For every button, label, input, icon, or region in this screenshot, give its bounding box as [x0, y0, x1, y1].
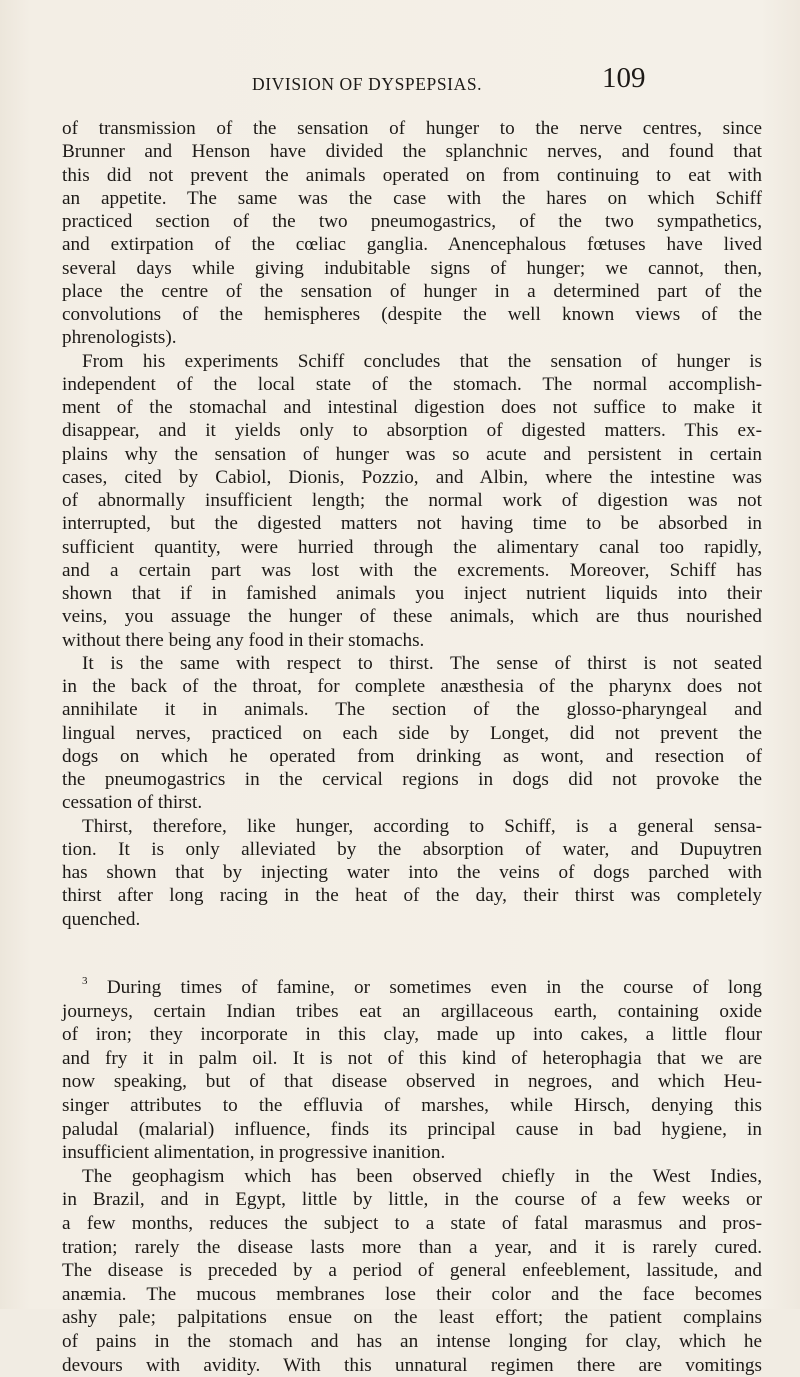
footnote-line: and fry it in palm oil. It is not of this kind of heterophagia that we are — [62, 1047, 762, 1071]
text-line: cases, cited by Cabiol, Dionis, Pozzio, and Albin, where the intestine was — [62, 466, 762, 489]
text-line: shown that if in famished animals you inject nutrient liquids into their — [62, 582, 762, 605]
text-line: in the back of the throat, for complete anæsthesia of the pharynx does not — [62, 675, 762, 698]
text-line: thirst after long racing in the heat of the day, their thirst was completely — [62, 884, 762, 907]
footnote-line: insufficient alimentation, in progressive inanition. — [62, 1141, 762, 1165]
footnote-line: journeys, certain Indian tribes eat an argillaceous earth, containing oxide — [62, 1000, 762, 1024]
text-line: place the centre of the sensation of hunger in a determined part of the — [62, 280, 762, 303]
main-text — [62, 117, 762, 931]
text-line: plains why the sensation of hunger was so acute and persistent in certain — [62, 443, 762, 466]
text-line: Thirst, therefore, like hunger, according to Schiff, is a general sensa- — [62, 815, 762, 838]
footnote-first-line — [62, 976, 762, 1000]
text-line: cessation of thirst. — [62, 791, 762, 814]
text-line: this did not prevent the animals operated on from continuing to eat with — [62, 164, 762, 187]
text-line: dogs on which he operated from drinking as wont, and resection of — [62, 745, 762, 768]
footnote-line: a few months, reduces the subject to a state of fatal marasmus and pros- — [62, 1212, 762, 1236]
text-line: lingual nerves, practiced on each side by Longet, did not prevent the — [62, 722, 762, 745]
text-line: disappear, and it yields only to absorption of digested matters. This ex- — [62, 419, 762, 442]
text-line: and extirpation of the cœliac ganglia. Anencephalous fœtuses have lived — [62, 233, 762, 256]
footnote-line: now speaking, but of that disease observed in negroes, and which Heu- — [62, 1070, 762, 1094]
text-line: several days while giving indubitable signs of hunger; we cannot, then, — [62, 257, 762, 280]
footnote-line: tration; rarely the disease lasts more than a year, and it is rarely cured. — [62, 1236, 762, 1260]
footnote-line: in Brazil, and in Egypt, little by little, in the course of a few weeks or — [62, 1188, 762, 1212]
text-line: has shown that by injecting water into the veins of dogs parched with — [62, 861, 762, 884]
text-line: the pneumogastrics in the cervical regions in dogs did not provoke the — [62, 768, 762, 791]
text-line: annihilate it in animals. The section of the glosso-pharyngeal and — [62, 698, 762, 721]
text-line: independent of the local state of the stomach. The normal accomplish- — [62, 373, 762, 396]
text-line: It is the same with respect to thirst. The sense of thirst is not seated — [62, 652, 762, 675]
footnote-line: ashy pale; palpitations ensue on the least effort; the patient complains — [62, 1306, 762, 1330]
text-line: sufficient quantity, were hurried through the alimentary canal too rapidly, — [62, 536, 762, 559]
text-line: of transmission of the sensation of hunger to the nerve centres, since — [62, 117, 762, 140]
footnote-marker: 3 — [82, 975, 88, 987]
text-line: an appetite. The same was the case with the hares on which Schiff — [62, 187, 762, 210]
footnote-line: singer attributes to the effluvia of marshes, while Hirsch, denying this — [62, 1094, 762, 1118]
text-line: quenched. — [62, 908, 762, 931]
footnote-line: devours with avidity. With this unnatural regimen there are vomitings — [62, 1354, 762, 1377]
footnote-line: anæmia. The mucous membranes lose their color and the face becomes — [62, 1283, 762, 1307]
text-line: and a certain part was lost with the excrements. Moreover, Schiff has — [62, 559, 762, 582]
footnote-first-text: During times of famine, or sometimes even in the course of long — [107, 977, 762, 998]
text-line: Brunner and Henson have divided the splanchnic nerves, and found that — [62, 140, 762, 163]
text-line: phrenologists). — [62, 326, 762, 349]
footnote-line: of pains in the stomach and has an intense longing for clay, which he — [62, 1330, 762, 1354]
page-number: 109 — [602, 62, 646, 95]
text-line: without there being any food in their stomachs. — [62, 629, 762, 652]
text-line: of abnormally insufficient length; the normal work of digestion was not — [62, 489, 762, 512]
text-line: veins, you assuage the hunger of these animals, which are thus nourished — [62, 605, 762, 628]
running-title: DIVISION OF DYSPEPSIAS. — [252, 74, 482, 95]
footnote-line: The geophagism which has been observed chiefly in the West Indies, — [62, 1165, 762, 1189]
footnote-line: paludal (malarial) influence, finds its principal cause in bad hygiene, in — [62, 1118, 762, 1142]
text-line: ment of the stomachal and intestinal digestion does not suffice to make it — [62, 396, 762, 419]
text-line: From his experiments Schiff concludes that the sensation of hunger is — [62, 350, 762, 373]
footnote-line: of iron; they incorporate in this clay, made up into cakes, a little flour — [62, 1023, 762, 1047]
footnote-line: The disease is preceded by a period of general enfeeblement, lassitude, and — [62, 1259, 762, 1283]
text-line: practiced section of the two pneumogastrics, of the two sympathetics, — [62, 210, 762, 233]
text-line: interrupted, but the digested matters not having time to be absorbed in — [62, 512, 762, 535]
footnote — [62, 976, 762, 1377]
text-line: tion. It is only alleviated by the absorption of water, and Dupuytren — [62, 838, 762, 861]
text-line: convolutions of the hemispheres (despite the well known views of the — [62, 303, 762, 326]
